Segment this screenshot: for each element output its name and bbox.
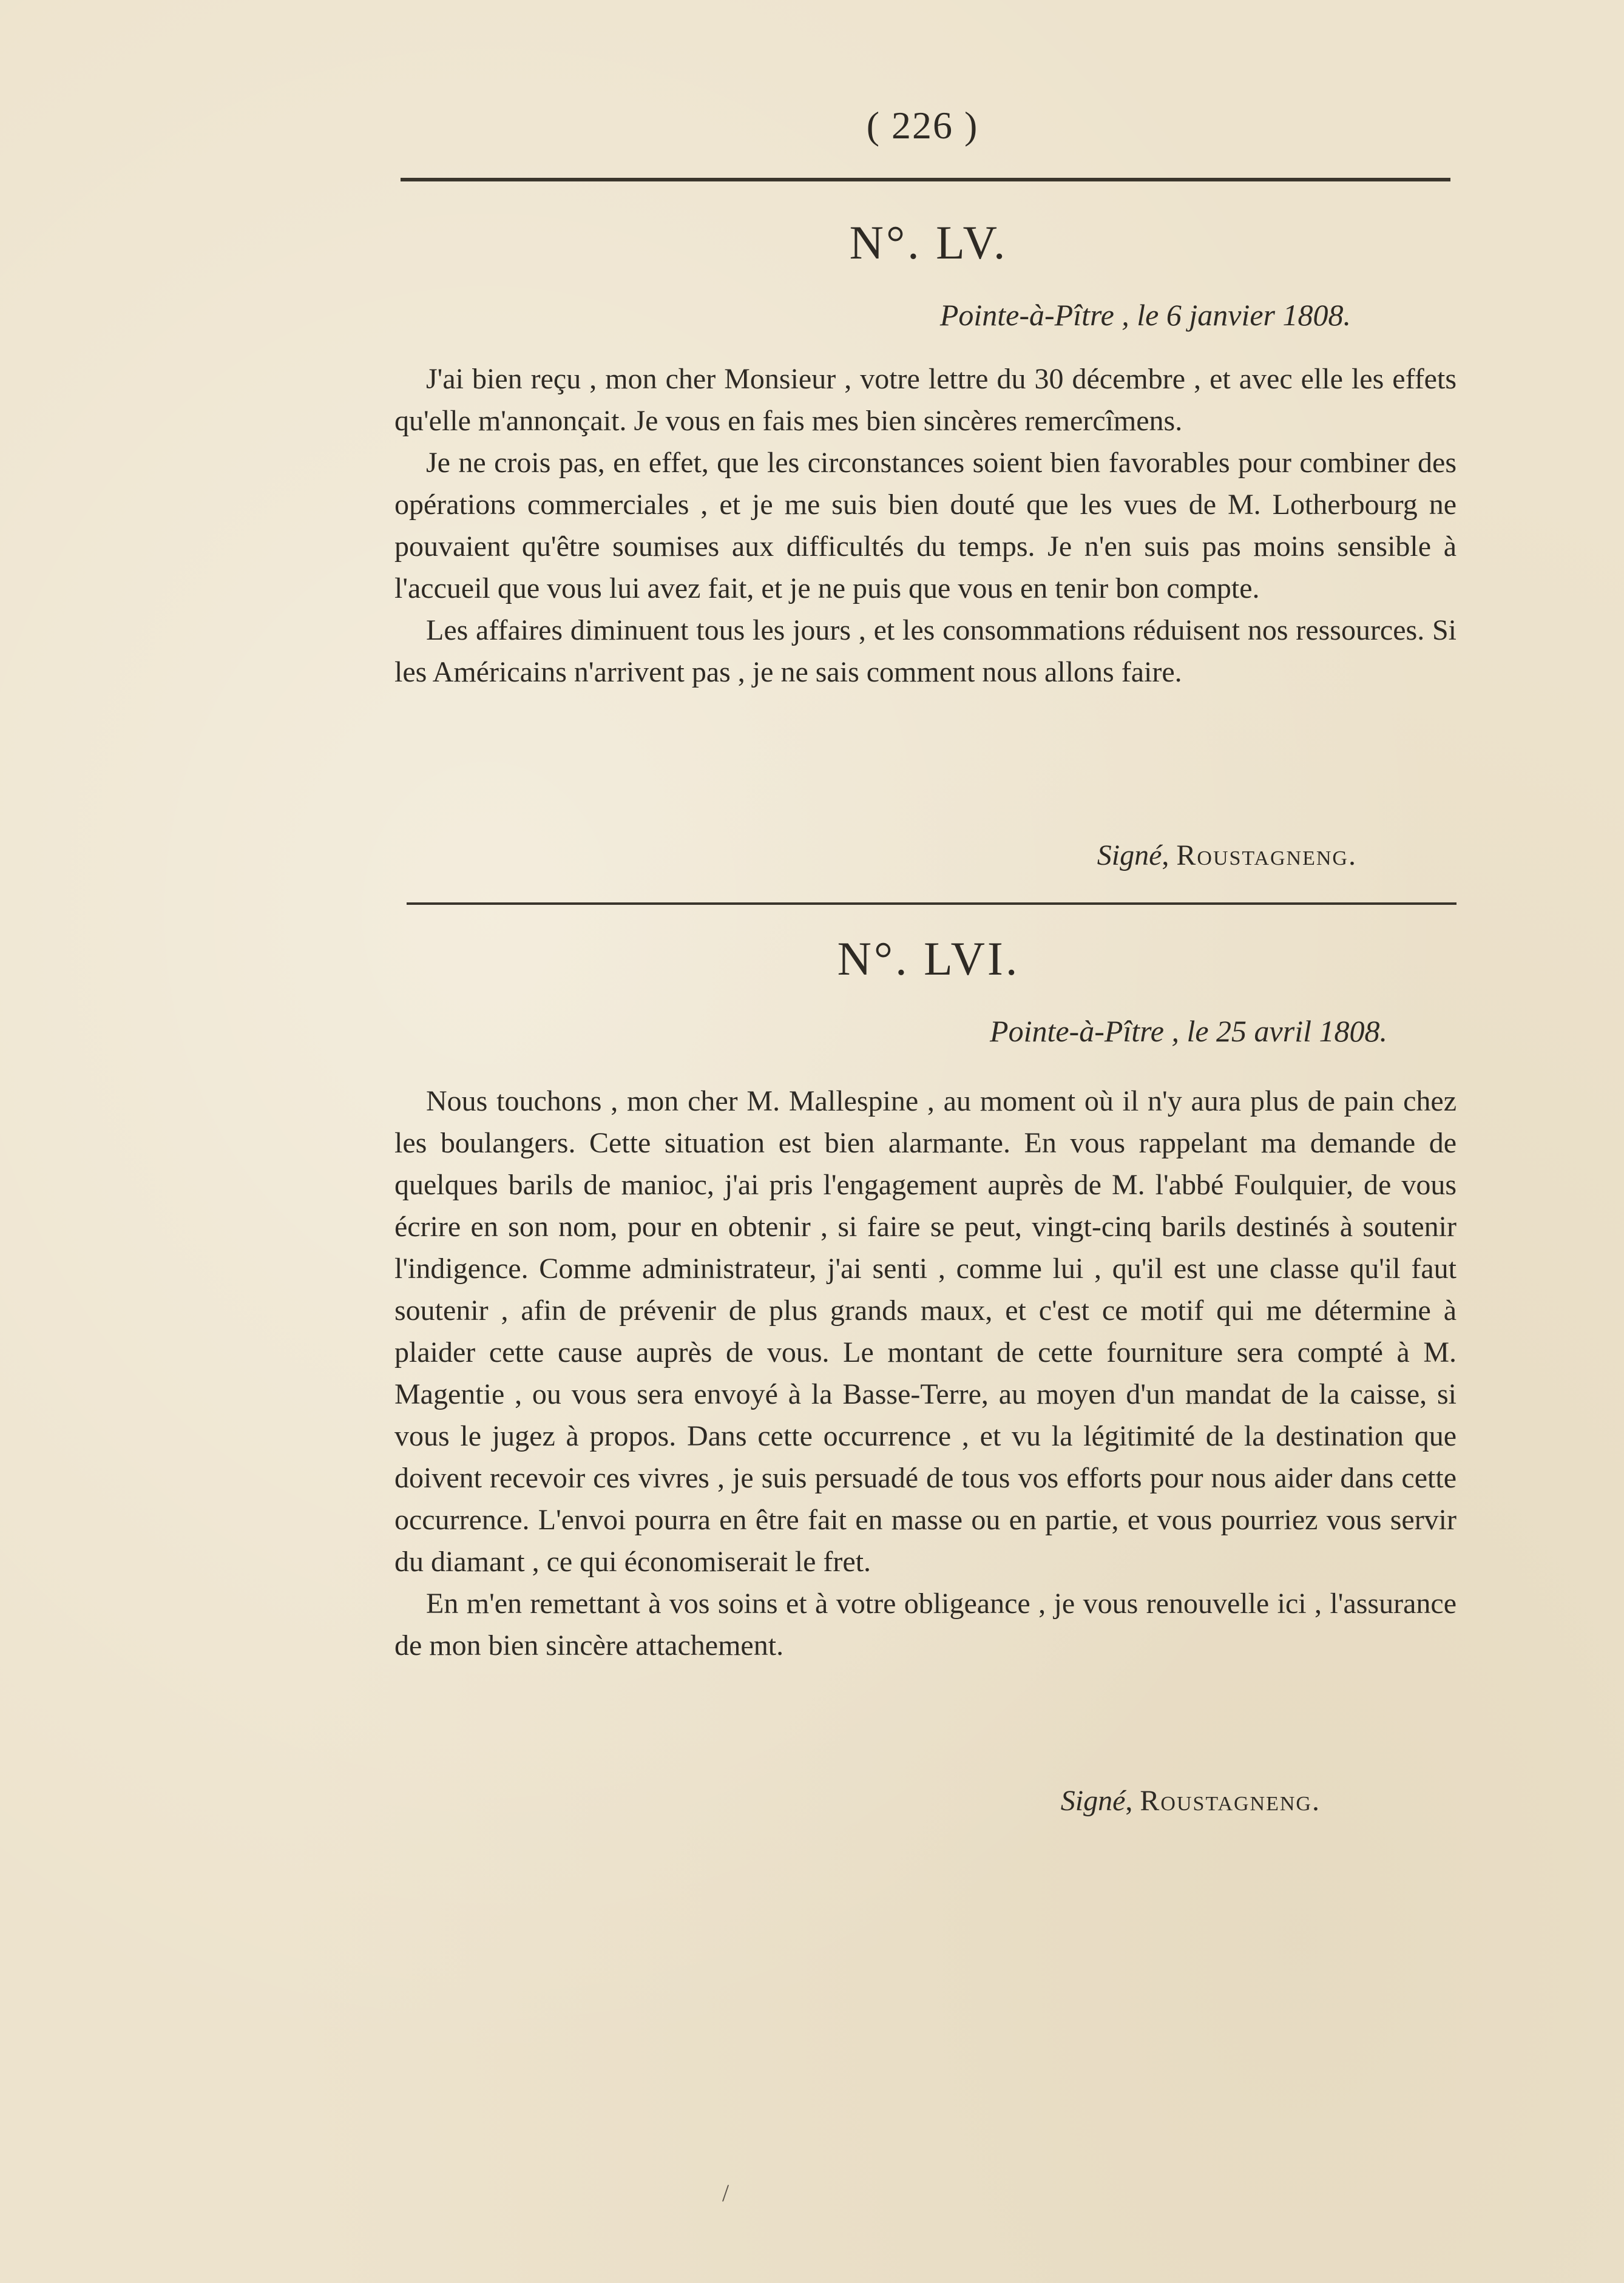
folio-mark: / bbox=[722, 2179, 729, 2207]
letter-paragraph: J'ai bien reçu , mon cher Monsieur , votre lettre du 30 décembre , et avec elle les effets qu'elle m'annonçait. Je vous en fais mes bien sincères remercîmens. bbox=[394, 363, 1457, 437]
signature-word: Signé bbox=[1097, 839, 1162, 871]
letter-number: N°. LV. bbox=[849, 216, 1008, 269]
section-divider bbox=[407, 902, 1457, 905]
letter-dateline: Pointe-à-Pître , le 25 avril 1808. bbox=[990, 1014, 1387, 1048]
letter-paragraph: Nous touchons , mon cher M. Mallespine , au moment où il n'y aura plus de pain chez les boulangers. Cette situation est bien alarmante. En vous rappelant ma demande de quelques barils de manioc, j'ai pris l'engagement auprès de M. l'abbé Foulquier, de vous écrire en son nom, pour en obtenir , si faire se peut, vingt-cinq barils destinés à soutenir l'indigence. Comme administrateur, j'ai senti , comme lui , qu'il est une classe qu'il faut soutenir , afin de prévenir de plus grands maux, et c'est ce motif qui me détermine à plaider cette cause auprès de vous. Le montant de cette fourniture sera compté à M. Magentie , ou vous sera envoyé à la Basse-Terre, au moyen d'un mandat de la caisse, si vous le jugez à propos. Dans cette occurrence , et vu la légitimité de la destination que doivent recevoir ces vivres , je suis persuadé de tous vos efforts pour nous aider dans cette occurrence. L'envoi pourra en être fait en masse ou en partie, et vous pourriez vous servir du diamant , ce qui économiserait le fret. bbox=[394, 1085, 1457, 1578]
letter-paragraph: En m'en remettant à vos soins et à votre obligeance , je vous renouvelle ici , l'assurance de mon bien sincère attachement. bbox=[394, 1588, 1457, 1662]
letter-signature: Signé, Roustagneng. bbox=[1060, 1785, 1321, 1817]
letter-body bbox=[394, 358, 1457, 693]
letter-dateline: Pointe-à-Pître , le 6 janvier 1808. bbox=[939, 298, 1351, 332]
header-rule bbox=[401, 178, 1450, 181]
signature-name: Roustagneng. bbox=[1140, 1785, 1321, 1817]
letter-body bbox=[394, 1080, 1457, 1666]
page-number: ( 226 ) bbox=[866, 104, 979, 147]
letter-paragraph: Les affaires diminuent tous les jours , et les consommations réduisent nos ressources. Si les Américains n'arrivent pas , je ne sais comment nous allons faire. bbox=[394, 614, 1457, 688]
letter-number: N°. LVI. bbox=[837, 932, 1020, 985]
signature-word: Signé bbox=[1060, 1785, 1126, 1817]
signature-name: Roustagneng. bbox=[1176, 839, 1357, 871]
letter-signature: Signé, Roustagneng. bbox=[1097, 839, 1357, 871]
letter-paragraph: Je ne crois pas, en effet, que les circonstances soient bien favorables pour combiner des opérations commerciales , et je me suis bien douté que les vues de M. Lotherbourg ne pouvaient qu'être soumises aux difficultés du temps. Je n'en suis pas moins sensible à l'accueil que vous lui avez fait, et je ne puis que vous en tenir bon compte. bbox=[394, 447, 1457, 604]
